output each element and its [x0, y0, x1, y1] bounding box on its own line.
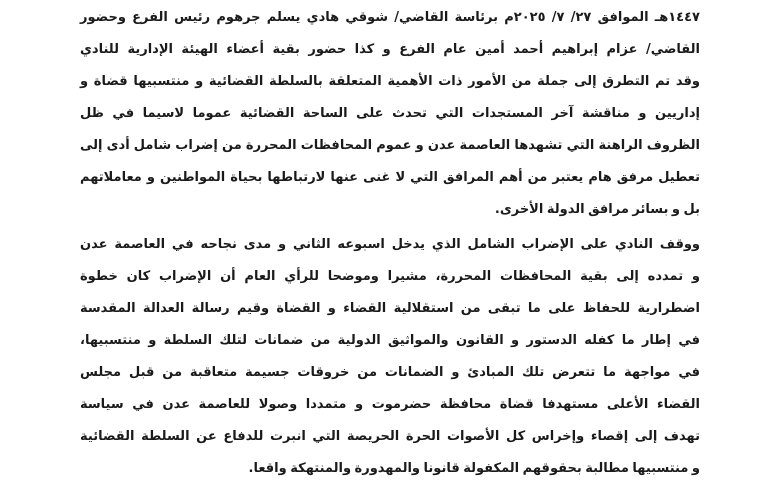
paragraph-2	[80, 229, 700, 485]
text-line: ١٤٤٧هـ الموافق ٢٧/ ٧/ ٢٠٢٥م برئاسة القاضي/ شوقي هادي يسلم جرهوم رئيس الفرع وحضور	[80, 10, 700, 25]
text-line: إداريين و مناقشة آخر المستجدات التي تحدث على الساحة القضائية عموما لاسيما في ظل	[80, 106, 700, 121]
text-line: وقد تم التطرق إلى جملة من الأمور ذات الأهمية المتعلقة بالسلطة القضائية و منتسبيها قضاة و	[80, 74, 700, 89]
text-line: في إطار ما كفله الدستور و القانون والمواثيق الدولية من ضمانات لتلك السلطة و منتسبيها،	[80, 333, 700, 348]
text-line: تهدف إلى إقصاء وإخراس كل الأصوات الحرة الحريصة التي انبرت للدفاع عن السلطة القضائية	[80, 429, 700, 444]
text-line: و منتسبيها مطالبة بحقوقهم المكفولة قانونا والمهدورة والمنتهكة واقعا.	[248, 461, 700, 476]
text-line: ووقف النادي على الإضراب الشامل الذي يدخل اسبوعه الثاني و مدى نجاحه في العاصمة عدن	[80, 237, 700, 252]
text-line: القاضي/ عزام إبراهيم أحمد أمين عام الفرع و كذا حضور بقية أعضاء الهيئة الإدارية للنادي	[80, 42, 700, 57]
text-line: اضطرارية للحفاظ على ما تبقى من استقلالية القضاء و القضاة وقيم رسالة العدالة المقدسة	[80, 301, 700, 316]
text-line: في مواجهة ما تتعرض تلك المبادئ و الضمانات من خروقات جسيمة متعاقبة من قبل مجلس	[80, 365, 700, 380]
text-line: بل و بسائر مرافق الدولة الأخرى.	[494, 202, 700, 217]
text-line: و تمدده إلى بقية المحافظات المحررة، مشيرا وموضحا للرأي العام أن الإضراب كان خطوة	[80, 269, 700, 284]
text-line: القضاء الأعلى مستهدفا قضاة محافظة حضرموت و متمددا وصولا للعاصمة عدن في سياسة	[80, 397, 700, 412]
document-body	[80, 0, 700, 485]
text-line: تعطيل مرفق هام يعتبر من أهم المرافق التي لا غنى عنها لارتباطها بحياة المواطنين و معاملاتهم	[80, 170, 700, 185]
paragraph-1	[80, 2, 700, 226]
text-line: الظروف الراهنة التي تشهدها العاصمة عدن و عموم المحافظات المحررة من إضراب شامل أدى إلى	[80, 138, 700, 153]
